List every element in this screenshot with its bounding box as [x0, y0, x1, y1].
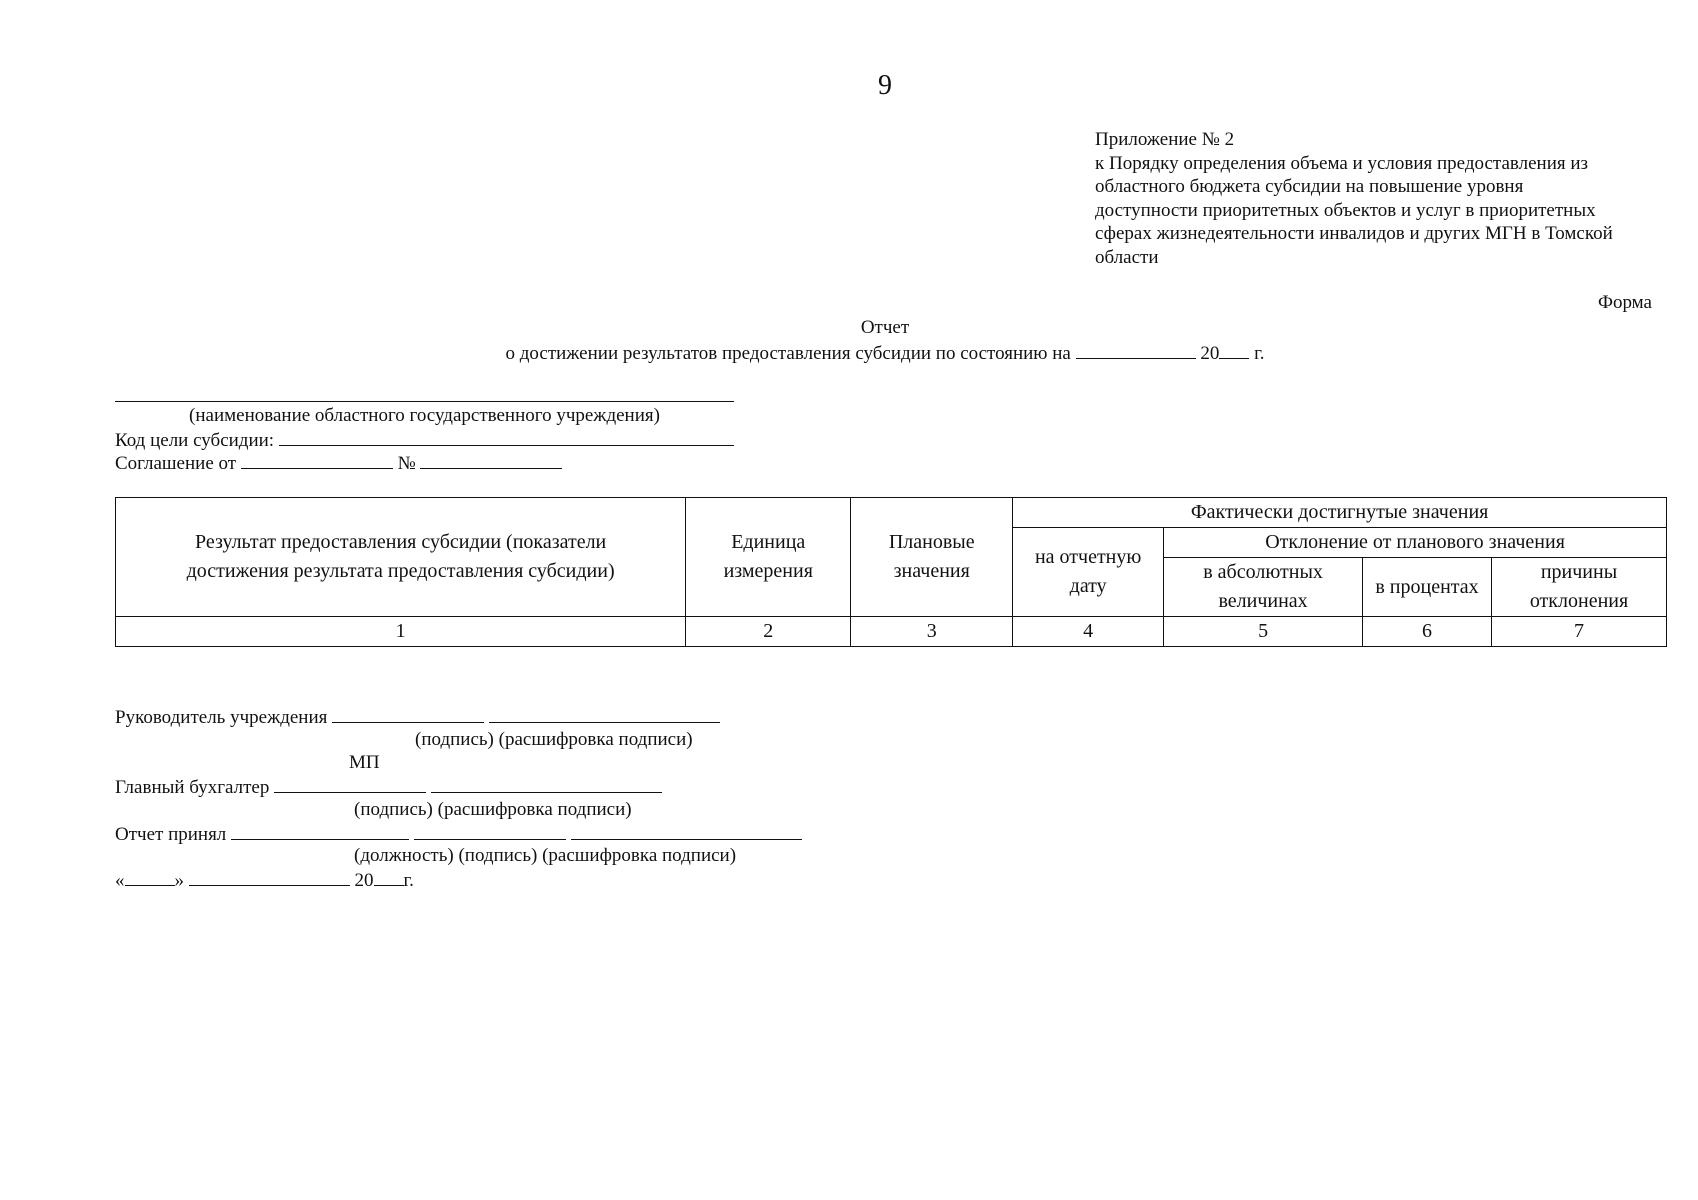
date-row: [115, 868, 414, 892]
head-signature-row: [115, 705, 720, 729]
appendix-line: области: [1095, 246, 1159, 268]
table-number-row: [116, 617, 1667, 647]
agreement-number-blank[interactable]: [420, 451, 562, 469]
accountant-label: Главный бухгалтер: [115, 777, 270, 798]
accepted-name-blank[interactable]: [571, 822, 802, 840]
report-year-prefix: 20: [1200, 343, 1220, 364]
accepted-caption: (должность) (подпись) (расшифровка подписи): [354, 845, 737, 866]
accepted-position-blank[interactable]: [231, 822, 409, 840]
date-close-quote: »: [174, 870, 184, 891]
report-title: Отчет: [860, 317, 910, 338]
date-day-blank[interactable]: [125, 868, 175, 886]
appendix-line: сферах жизнедеятельности инвалидов и других МГН в Томской: [1095, 223, 1613, 244]
agreement-label: Соглашение от: [115, 453, 237, 474]
date-open-quote: «: [115, 870, 125, 891]
column-number: 1: [116, 617, 686, 647]
column-number: 3: [851, 617, 1013, 647]
head-caption: (подпись) (расшифровка подписи): [415, 729, 693, 750]
report-year-blank[interactable]: [1219, 341, 1249, 359]
column-number: 5: [1164, 617, 1363, 647]
accountant-caption: (подпись) (расшифровка подписи): [354, 799, 632, 820]
appendix-line: Приложение № 2: [1095, 129, 1235, 150]
accepted-by-row: [115, 822, 802, 846]
header-plan: Плановые значения: [851, 498, 1013, 617]
report-subtitle-text: о достижении результатов предоставления субсидии по состоянию на: [505, 343, 1071, 364]
subsidy-code-label: Код цели субсидии:: [115, 430, 275, 451]
accountant-name-blank[interactable]: [431, 775, 662, 793]
form-label: Форма: [1597, 292, 1652, 313]
org-name-line[interactable]: [115, 401, 734, 402]
header-absolute: в абсолютных величинах: [1164, 558, 1363, 617]
header-reporting-date: на отчетную дату: [1013, 528, 1164, 617]
accountant-signature-row: [115, 775, 662, 799]
accepted-label: Отчет принял: [115, 824, 227, 845]
subsidy-code-row: [115, 428, 734, 452]
head-signature-blank[interactable]: [332, 705, 484, 723]
appendix-line: к Порядку определения объема и условия предоставления из: [1095, 152, 1589, 174]
head-label: Руководитель учреждения: [115, 707, 328, 728]
report-subtitle: [0, 341, 1698, 365]
date-month-blank[interactable]: [189, 868, 350, 886]
agreement-row: [115, 451, 562, 475]
stamp-label: МП: [349, 752, 380, 773]
header-actual-group: Фактически достигнутые значения: [1013, 498, 1667, 528]
org-name-caption: (наименование областного государственного учреждения): [189, 405, 660, 426]
appendix-line: доступности приоритетных объектов и услуг в приоритетных: [1095, 199, 1596, 221]
header-deviation-group: Отклонение от планового значения: [1164, 528, 1667, 558]
header-reasons: причины отклонения: [1491, 558, 1666, 617]
header-unit: Единица измерения: [686, 498, 851, 617]
column-number: 2: [686, 617, 851, 647]
appendix-block: [1095, 128, 1613, 269]
date-year-prefix: 20: [354, 870, 374, 891]
results-table: [115, 497, 1667, 647]
date-year-blank[interactable]: [374, 868, 404, 886]
column-number: 7: [1491, 617, 1666, 647]
header-result: Результат предоставления субсидии (показатели достижения результата предоставления субсидии): [116, 498, 686, 617]
appendix-line: областного бюджета субсидии на повышение уровня: [1095, 176, 1524, 197]
accepted-signature-blank[interactable]: [414, 822, 566, 840]
report-year-suffix: г.: [1254, 343, 1265, 364]
column-number: 6: [1363, 617, 1492, 647]
accountant-signature-blank[interactable]: [274, 775, 426, 793]
page-number: 9: [878, 70, 892, 101]
subsidy-code-blank[interactable]: [279, 428, 734, 446]
agreement-date-blank[interactable]: [241, 451, 393, 469]
head-name-blank[interactable]: [489, 705, 720, 723]
column-number: 4: [1013, 617, 1164, 647]
report-date-blank[interactable]: [1076, 341, 1196, 359]
date-year-suffix: г.: [403, 870, 414, 891]
agreement-number-label: №: [397, 453, 416, 474]
header-percent: в процентах: [1363, 558, 1492, 617]
